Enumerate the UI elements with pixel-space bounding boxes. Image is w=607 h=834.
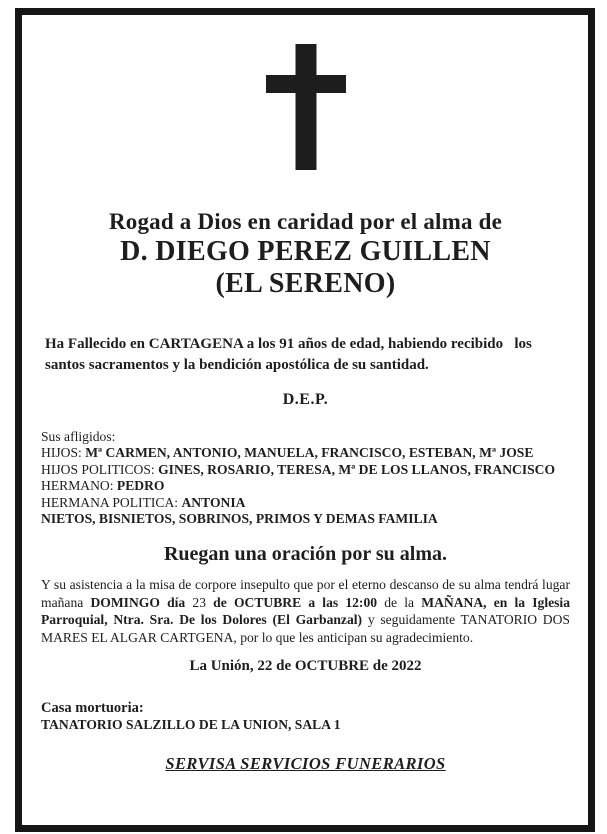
family-label: HIJOS: <box>41 445 86 461</box>
family-line-hermano <box>41 478 570 494</box>
funeral-company-name: SERVISA SERVICIOS FUNERARIOS <box>165 754 446 774</box>
family-names: GINES, ROSARIO, TERESA, Mª DE LOS LLANOS, FRANCISCO <box>158 461 556 477</box>
family-label: HERMANO: <box>41 478 117 494</box>
family-line-hijos <box>41 445 570 461</box>
family-label: HIJOS POLITICOS: <box>41 461 159 477</box>
funeral-segment-bold: MAÑANA, en la Iglesia Parroquial, Ntra. Sra. De los Dolores (El Garbanzal) <box>41 594 570 628</box>
funeral-segment: y seguidamente TANATORIO DOS MARES EL ALGAR CARTGENA, por lo que les anticipan su agradecimiento. <box>41 612 570 645</box>
funeral-segment: de la <box>384 594 422 610</box>
death-notice-line-1: Ha Fallecido en CARTAGENA a los 91 años de edad, habiendo recibido los <box>45 336 532 352</box>
family-line-hermana-politica <box>41 495 570 511</box>
mortuary-label: Casa mortuoria: <box>41 700 144 717</box>
family-names: PEDRO <box>116 478 165 494</box>
family-names: Mª CARMEN, ANTONIO, MANUELA, FRANCISCO, ESTEBAN, Mª JOSE <box>85 445 534 461</box>
cross-vertical-bar <box>295 44 316 170</box>
family-line-hijos-politicos <box>41 462 570 478</box>
family-line-nietos <box>41 511 570 527</box>
death-notice-line-2: santos sacramentos y la bendición apostólica de su santidad. <box>45 356 429 373</box>
dateline: La Unión, 22 de OCTUBRE de 2022 <box>189 658 422 675</box>
plea-line: Rogad a Dios en caridad por el alma de <box>108 209 503 234</box>
funeral-notice-paragraph <box>41 576 570 646</box>
family-names: ANTONIA <box>181 494 246 510</box>
funeral-segment-bold: de OCTUBRE a las 12:00 <box>213 594 385 610</box>
deceased-name: D. DIEGO PEREZ GUILLEN <box>120 236 491 267</box>
cross-icon <box>266 44 346 170</box>
deceased-nickname: (EL SERENO) <box>215 268 396 299</box>
funeral-segment: 23 <box>192 594 214 610</box>
family-intro: Sus afligidos: <box>41 429 116 444</box>
family-label: HERMANA POLITICA: <box>41 494 182 510</box>
dep-abbreviation: D.E.P. <box>282 391 329 408</box>
funeral-segment-bold: DOMINGO día <box>90 594 193 610</box>
funeral-segment: Y su asistencia a la misa de corpore insepulto que por el eterno descanso de su alma tendrá lugar mañana <box>41 577 570 610</box>
mortuary-value: TANATORIO SALZILLO DE LA UNION, SALA 1 <box>41 717 341 733</box>
mortuary-section <box>41 700 570 733</box>
family-list <box>41 429 570 527</box>
announcement-content <box>22 44 588 834</box>
announcement-frame <box>15 8 595 832</box>
prayer-line: Ruegan una oración por su alma. <box>163 543 447 566</box>
death-notice-paragraph <box>45 334 560 375</box>
cross-horizontal-bar <box>266 75 346 93</box>
family-names: NIETOS, BISNIETOS, SOBRINOS, PRIMOS Y DEMAS FAMILIA <box>41 511 438 527</box>
